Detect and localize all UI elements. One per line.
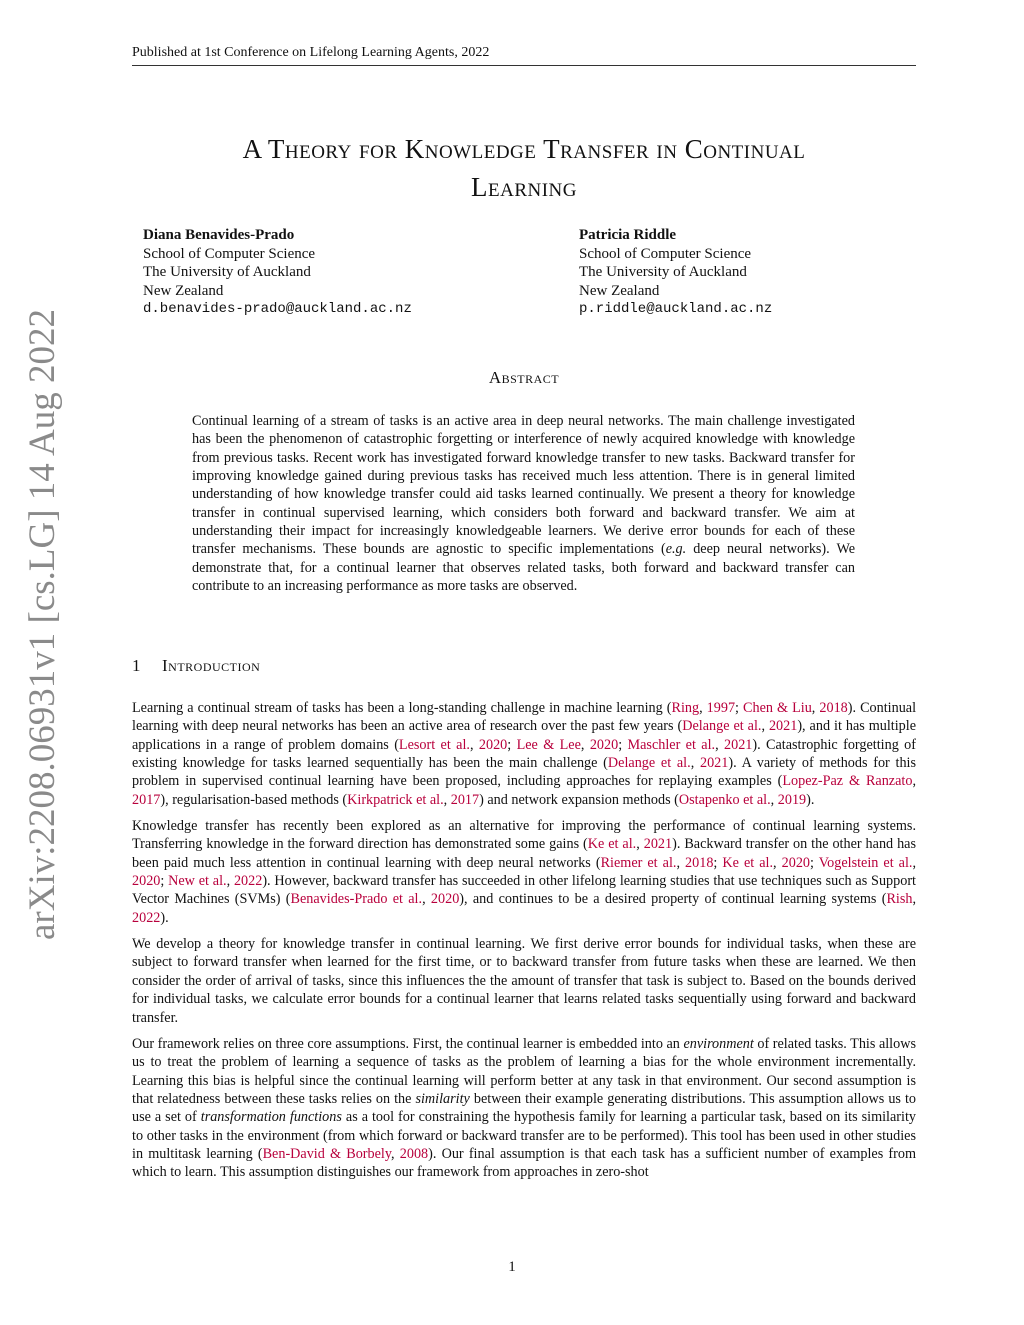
text-run: ). A variety of methods for this problem in supervised continual learning have been proposed, including approaches for replaying examples ( bbox=[132, 755, 917, 790]
text-run: ), regularisation-based methods ( bbox=[160, 791, 348, 808]
text-run: , bbox=[773, 854, 782, 871]
text-run: Knowledge transfer has recently been explored as an alternative for improving the performance of continual learning systems. Transferring knowledge in the forward direction has demonstrated some gains ( bbox=[132, 818, 916, 853]
text-run: ). bbox=[806, 791, 815, 808]
section-number: 1 bbox=[132, 656, 141, 675]
arxiv-identifier-stamp: arXiv:2208.06931v1 [cs.LG] 14 Aug 2022 bbox=[22, 309, 63, 940]
text-run: ), and it has multiple applications in a range of problem domains ( bbox=[132, 718, 917, 753]
citation-link[interactable]: Delange et al. bbox=[682, 718, 762, 735]
citation-link[interactable]: Vogelstein et al. bbox=[818, 854, 913, 871]
text-run: , bbox=[443, 791, 451, 808]
intro-paragraph-3: We develop a theory for knowledge transfer in continual learning. We first derive error bounds for individual tasks, when these are subject to forward transfer when learned for the first time, or to backward transfer from future tasks when these are learned. We then consider the order of arrival of tasks, since this influences the the amount of transfer that task is subject to. Based on the bounds derived for individual tasks, we calculate error bounds for a continual learner that learns related tasks sequentially using forward and backward transfer. bbox=[132, 936, 916, 1026]
author-block-2 bbox=[579, 226, 772, 319]
text-run: , bbox=[715, 736, 724, 753]
author-university: The University of Auckland bbox=[143, 264, 311, 280]
abstract-part: deep neural networks). We demonstrate that, for a continual learner that observes related tasks, both forward and backward transfer can contribute to an increasing performance as more tasks are observed. bbox=[192, 541, 856, 595]
text-run: ). Our final assumption is that each task has a sufficient number of examples from which to learn. This assumption distinguishes our framework from approaches in zero-shot bbox=[132, 1145, 917, 1181]
author-country: New Zealand bbox=[579, 282, 660, 299]
text-run: , bbox=[811, 700, 820, 716]
text-run: Learning a continual stream of tasks has been a long-standing challenge in machine learning ( bbox=[132, 700, 672, 716]
text-run: ). Continual learning with deep neural networks has been an active area of research over the past few years ( bbox=[132, 700, 917, 735]
citation-link[interactable]: 2017 bbox=[450, 791, 480, 808]
author-dept: School of Computer Science bbox=[579, 245, 752, 262]
citation-link[interactable]: Rish bbox=[886, 891, 913, 908]
text-run: ) and network expansion methods ( bbox=[479, 791, 679, 808]
text-run: of related tasks. This allows us to treat the problem of learning a sequence of tasks as the problem of learning a bias for the whole environment incrementally. Learning this bias is helpful since the continual learning will perform better at any task in that environment. Our second assumption is that relatedness between these tasks relies on the bbox=[132, 1035, 916, 1107]
text-run: ; bbox=[735, 700, 744, 716]
abstract-heading: Abstract bbox=[488, 368, 560, 387]
emphasis: environment bbox=[683, 1035, 754, 1052]
section-title: Introduction bbox=[162, 656, 261, 675]
author-name: Diana Benavides-Prado bbox=[143, 227, 295, 243]
text-run: between their example generating distributions. This assumption allows us to use a set of bbox=[132, 1090, 916, 1126]
citation-link[interactable]: Lesort et al. bbox=[398, 736, 470, 753]
citation-link[interactable]: 2021 bbox=[643, 836, 673, 853]
introduction-body bbox=[132, 699, 916, 1190]
citation-link[interactable]: Ben-David & Borbely bbox=[262, 1145, 392, 1162]
citation-link[interactable]: Ring bbox=[671, 700, 700, 716]
text-run: , bbox=[422, 891, 431, 908]
text-run: ; bbox=[618, 736, 628, 753]
citation-link[interactable]: Lee & Lee bbox=[516, 736, 581, 753]
text-run: , bbox=[580, 736, 590, 753]
citation-link[interactable]: Kirkpatrick et al. bbox=[347, 791, 444, 808]
citation-link[interactable]: 2018 bbox=[819, 700, 848, 716]
citation-link[interactable]: Lopez-Paz & Ranzato bbox=[782, 773, 913, 790]
citation-link[interactable]: 2018 bbox=[685, 854, 714, 871]
title-line-1: A Theory for Knowledge Transfer in Continual bbox=[242, 134, 806, 164]
text-run: ; bbox=[160, 873, 169, 890]
author-block-1 bbox=[143, 226, 412, 319]
text-run: , bbox=[912, 854, 917, 871]
citation-link[interactable]: Maschler et al. bbox=[627, 736, 716, 753]
citation-link[interactable]: Delange et al. bbox=[607, 755, 691, 772]
author-name: Patricia Riddle bbox=[579, 227, 677, 243]
text-run: , bbox=[226, 873, 234, 890]
emphasis: transformation functions bbox=[200, 1109, 342, 1126]
running-header bbox=[132, 44, 916, 66]
citation-link[interactable]: 2017 bbox=[132, 791, 161, 808]
intro-paragraph-1 bbox=[132, 699, 916, 809]
citation-link[interactable]: 2022 bbox=[233, 873, 263, 890]
intro-paragraph-4 bbox=[132, 1035, 916, 1182]
citation-link[interactable]: Chen & Liu bbox=[743, 700, 812, 716]
author-dept: School of Computer Science bbox=[143, 245, 316, 262]
text-run: ). However, backward transfer has succeeded in other lifelong learning studies that use techniques such as Support Vector Machines (SVMs) ( bbox=[132, 873, 916, 908]
paper-title bbox=[132, 130, 916, 206]
emphasis: similarity bbox=[415, 1090, 470, 1107]
text-run: ). Backward transfer on the other hand has been paid much less attention in continual learning with deep neural networks ( bbox=[132, 836, 916, 871]
text-run: , bbox=[699, 700, 707, 716]
text-run: , bbox=[636, 836, 644, 853]
text-run: , bbox=[761, 718, 769, 735]
section-heading-introduction bbox=[132, 656, 260, 676]
citation-link[interactable]: 2022 bbox=[132, 909, 161, 926]
page-number: 1 bbox=[508, 1259, 516, 1275]
citation-link[interactable]: Riemer et al. bbox=[600, 854, 677, 871]
citation-link[interactable]: New et al. bbox=[168, 873, 227, 890]
intro-paragraph-2 bbox=[132, 817, 916, 927]
text-run: ; bbox=[713, 854, 723, 871]
citation-link[interactable]: 2020 bbox=[781, 854, 810, 871]
citation-link[interactable]: Ke et al. bbox=[587, 836, 637, 853]
citation-link[interactable]: Ke et al. bbox=[722, 854, 774, 871]
text-run: ). Catastrophic forgetting of existing knowledge for tasks learned sequentially has been the main challenge ( bbox=[132, 736, 916, 772]
text-run: , bbox=[469, 736, 479, 753]
author-email: p.riddle@auckland.ac.nz bbox=[579, 301, 773, 317]
text-run: as a tool for constraining the hypothesis family for learning a particular task, based on its similarity to other tasks in the environment (from which forward or backward transfer are to be performed). This tool has been used in other studies in multitask learning ( bbox=[132, 1109, 916, 1162]
text-run: Our framework relies on three core assumptions. First, the continual learner is embedded into an bbox=[132, 1035, 684, 1052]
citation-link[interactable]: 2020 bbox=[478, 736, 508, 753]
citation-link[interactable]: Ostapenko et al. bbox=[678, 791, 771, 808]
text-run: , bbox=[690, 755, 700, 772]
text-run: ; bbox=[507, 736, 517, 753]
citation-link[interactable]: Benavides-Prado et al. bbox=[290, 891, 423, 908]
text-run: , bbox=[676, 854, 686, 871]
citation-link[interactable]: 2021 bbox=[724, 736, 753, 753]
venue-line: Published at 1st Conference on Lifelong Learning Agents, 2022 bbox=[132, 45, 490, 60]
title-line-2: Learning bbox=[471, 172, 577, 202]
abstract-part: Continual learning of a stream of tasks is an active area in deep neural networks. The main challenge investigated has been the phenomenon of catastrophic forgetting or interference of newly acquired knowledge with knowledge from previous tasks. Recent work has investigated forward knowledge transfer to new tasks. Backward transfer for improving knowledge gained during previous tasks has received much less attention. There is in general limited understanding of how knowledge transfer could aid tasks learned continually. We present a theory for knowledge transfer in continual supervised learning, which considers both forward and backward transfer. We aim at understanding their impact for increasingly knowledgeable learners. We derive error bounds for each of these transfer mechanisms. These bounds are agnostic to specific implementations ( bbox=[192, 413, 855, 558]
citation-link[interactable]: 2008 bbox=[399, 1145, 429, 1162]
text-run: ), and continues to be a desired property of continual learning systems ( bbox=[459, 891, 887, 908]
text-run: , bbox=[770, 791, 778, 808]
author-country: New Zealand bbox=[143, 282, 224, 299]
citation-link[interactable]: 1997 bbox=[706, 700, 736, 716]
text-run: , bbox=[912, 773, 916, 790]
citation-link[interactable]: 2021 bbox=[699, 755, 729, 772]
citation-link[interactable]: 2021 bbox=[768, 718, 798, 735]
text-run: , bbox=[391, 1145, 400, 1162]
author-email: d.benavides-prado@auckland.ac.nz bbox=[143, 301, 412, 317]
abstract-eg: e.g. bbox=[665, 541, 687, 558]
abstract-text bbox=[192, 412, 855, 595]
citation-link[interactable]: 2019 bbox=[777, 791, 807, 808]
citation-link[interactable]: 2020 bbox=[430, 891, 460, 908]
text-run: ). bbox=[160, 909, 169, 926]
text-run: , bbox=[912, 891, 917, 908]
author-university: The University of Auckland bbox=[579, 264, 747, 280]
citation-link[interactable]: 2020 bbox=[589, 736, 619, 753]
text-run: ; bbox=[810, 854, 819, 871]
citation-link[interactable]: 2020 bbox=[132, 873, 161, 890]
